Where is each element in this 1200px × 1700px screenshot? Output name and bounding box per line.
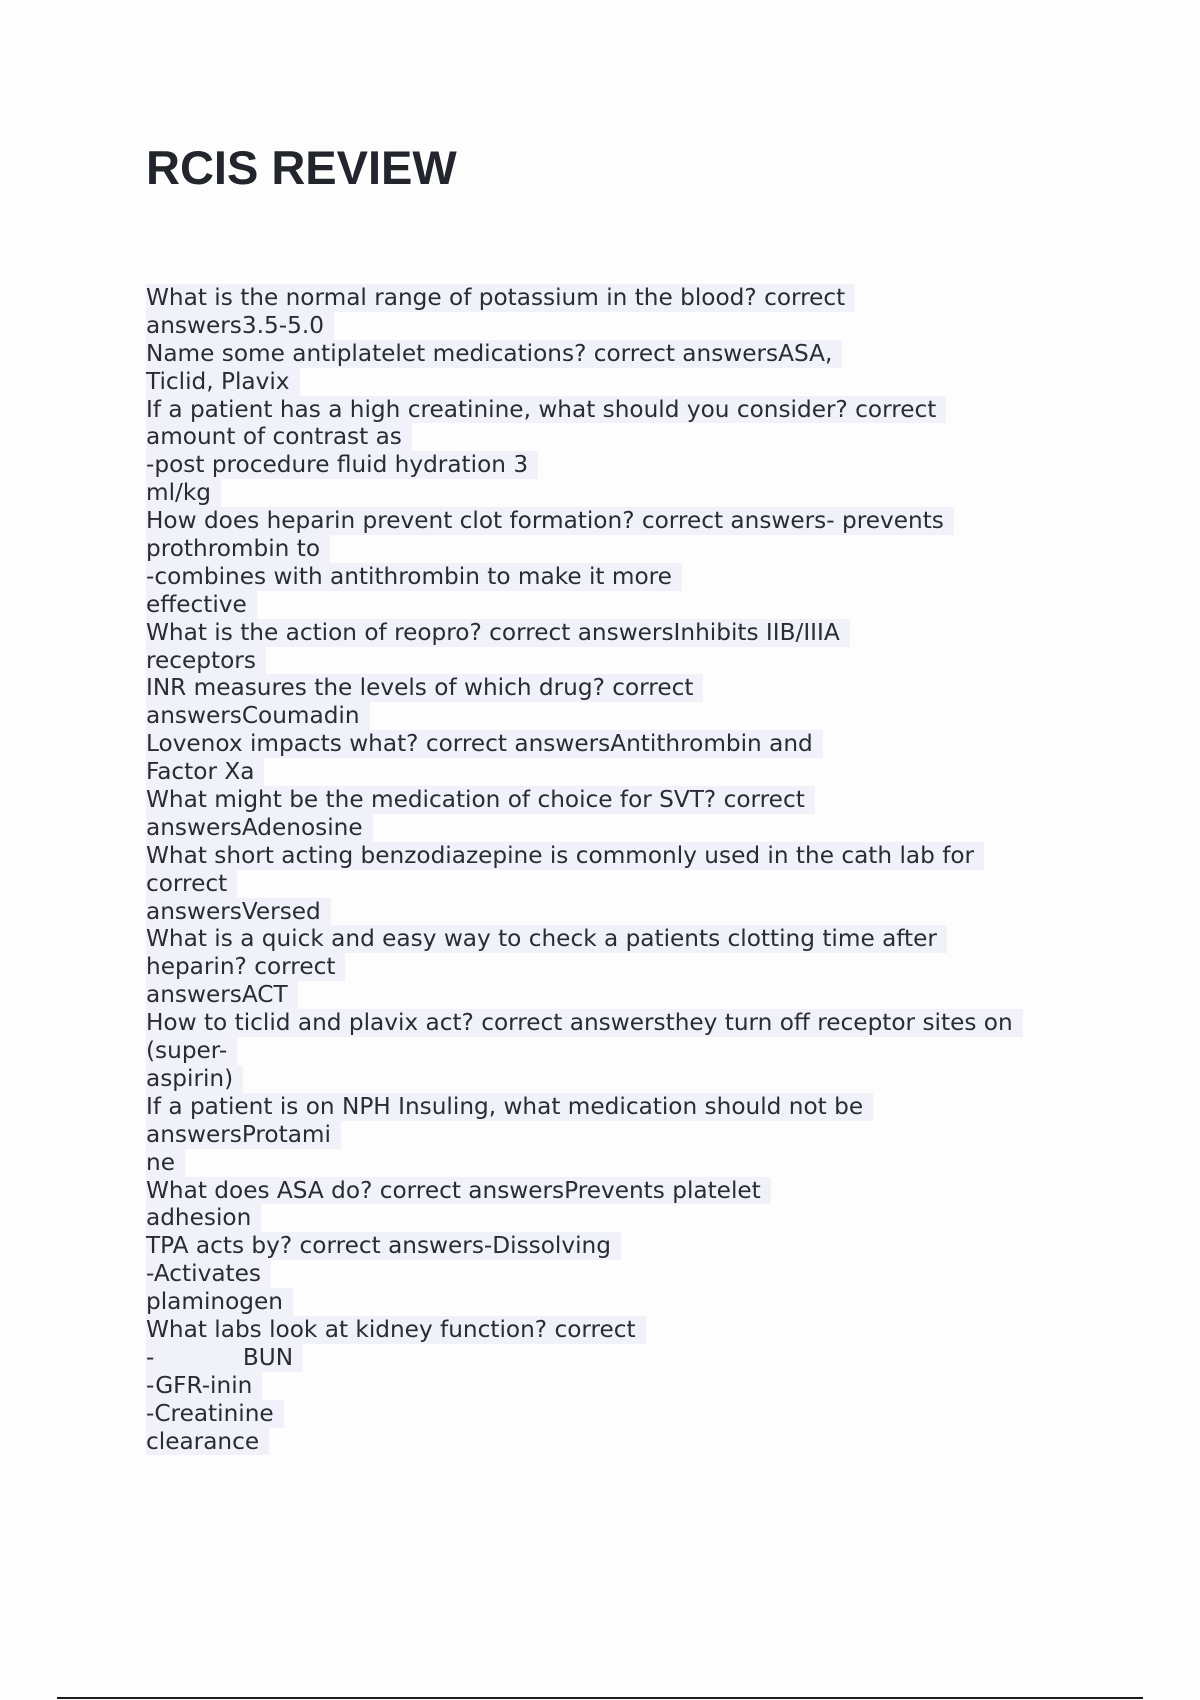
line-text: Ticlid, Plavix xyxy=(146,368,300,396)
text-line xyxy=(146,396,1086,424)
line-text: heparin? correct xyxy=(146,953,345,981)
line-text: TPA acts by? correct answers-Dissolving xyxy=(146,1232,621,1260)
line-text: correct xyxy=(146,870,237,898)
text-line xyxy=(146,340,1086,368)
line-text: answersAdenosine xyxy=(146,814,373,842)
text-line xyxy=(146,1177,1086,1205)
text-line xyxy=(146,925,1086,953)
line-text: What is a quick and easy way to check a patients clotting time after xyxy=(146,925,947,953)
text-line xyxy=(146,730,1086,758)
line-text: What might be the medication of choice for SVT? correct xyxy=(146,786,815,814)
text-line xyxy=(146,1093,1086,1121)
text-line xyxy=(146,981,1086,1009)
line-text: -combines with antithrombin to make it more xyxy=(146,563,682,591)
line-text: How to ticlid and plavix act? correct answersthey turn off receptor sites on xyxy=(146,1009,1023,1037)
text-line xyxy=(146,1428,1086,1456)
line-text: answersVersed xyxy=(146,898,331,926)
footer-divider xyxy=(57,1697,1143,1699)
line-text: How does heparin prevent clot formation? correct answers- prevents xyxy=(146,507,954,535)
text-line xyxy=(146,1372,1086,1400)
line-text: -GFR-inin xyxy=(146,1372,262,1400)
line-text: receptors xyxy=(146,647,266,675)
text-line xyxy=(146,1288,1086,1316)
line-text: clearance xyxy=(146,1428,269,1456)
line-text: -Activates xyxy=(146,1260,271,1288)
line-text: What is the action of reopro? correct answersInhibits IIB/IIIA xyxy=(146,619,850,647)
line-text: What does ASA do? correct answersPrevents platelet xyxy=(146,1177,771,1205)
line-text: answersProtami xyxy=(146,1121,341,1149)
line-text: What labs look at kidney function? correct xyxy=(146,1316,646,1344)
line-text: ml/kg xyxy=(146,479,221,507)
text-line xyxy=(146,368,1086,396)
text-line xyxy=(146,702,1086,730)
line-text: answersCoumadin xyxy=(146,702,370,730)
text-line xyxy=(146,535,1086,563)
line-text: Name some antiplatelet medications? correct answersASA, xyxy=(146,340,842,368)
line-text: prothrombin to xyxy=(146,535,330,563)
line-text: answersACT xyxy=(146,981,298,1009)
line-text: What short acting benzodiazepine is commonly used in the cath lab for xyxy=(146,842,984,870)
line-text: effective xyxy=(146,591,257,619)
line-text: -Creatinine xyxy=(146,1400,284,1428)
text-line xyxy=(146,898,1086,926)
text-line xyxy=(146,1009,1086,1037)
text-line xyxy=(146,479,1086,507)
line-text: aspirin) xyxy=(146,1065,243,1093)
text-line xyxy=(146,814,1086,842)
line-text: Factor Xa xyxy=(146,758,264,786)
line-text: Lovenox impacts what? correct answersAntithrombin and xyxy=(146,730,823,758)
text-line xyxy=(146,1316,1086,1344)
line-text: ne xyxy=(146,1149,185,1177)
text-line xyxy=(146,647,1086,675)
line-text: If a patient is on NPH Insuling, what medication should not be xyxy=(146,1093,873,1121)
line-text: If a patient has a high creatinine, what should you consider? correct xyxy=(146,396,946,424)
text-line xyxy=(146,674,1086,702)
text-line xyxy=(146,870,1086,898)
text-line xyxy=(146,563,1086,591)
page-title: RCIS REVIEW xyxy=(146,141,457,194)
text-line xyxy=(146,953,1086,981)
line-text: amount of contrast as xyxy=(146,423,412,451)
text-line xyxy=(146,1232,1086,1260)
text-line xyxy=(146,619,1086,647)
text-line xyxy=(146,1065,1086,1093)
text-line xyxy=(146,1149,1086,1177)
line-text: INR measures the levels of which drug? correct xyxy=(146,674,703,702)
line-text: -post procedure fluid hydration 3 xyxy=(146,451,538,479)
line-text: plaminogen xyxy=(146,1288,293,1316)
text-line xyxy=(146,1204,1086,1232)
line-text: adhesion xyxy=(146,1204,261,1232)
text-line xyxy=(146,1260,1086,1288)
line-text: - BUN xyxy=(146,1344,303,1372)
text-line xyxy=(146,284,1086,312)
text-line xyxy=(146,312,1086,340)
text-line xyxy=(146,842,1086,870)
text-line xyxy=(146,1037,1086,1065)
text-line xyxy=(146,1400,1086,1428)
qa-text-block xyxy=(146,284,1086,1455)
text-line xyxy=(146,507,1086,535)
text-line xyxy=(146,786,1086,814)
text-line xyxy=(146,758,1086,786)
text-line xyxy=(146,1344,1086,1372)
line-text: answers3.5-5.0 xyxy=(146,312,334,340)
line-text: What is the normal range of potassium in the blood? correct xyxy=(146,284,855,312)
text-line xyxy=(146,1121,1086,1149)
text-line xyxy=(146,591,1086,619)
text-line xyxy=(146,451,1086,479)
line-text: (super- xyxy=(146,1037,237,1065)
text-line xyxy=(146,423,1086,451)
